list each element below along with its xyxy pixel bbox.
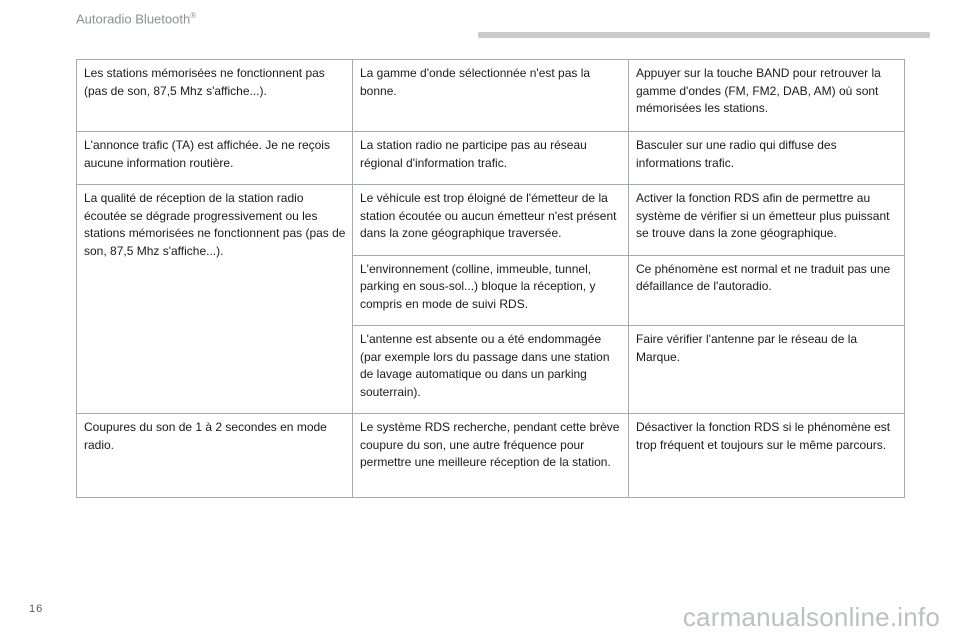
watermark-text: carmanualsonline.info bbox=[682, 602, 940, 632]
solution-cell: Activer la fonction RDS afin de permettre au système de vérifier si un émetteur plus puissant se trouve dans la zone géographique. bbox=[629, 185, 905, 256]
problem-cell: Les stations mémorisées ne fonctionnent pas (pas de son, 87,5 Mhz s'affiche...). bbox=[77, 60, 353, 132]
header-title-text: Autoradio Bluetooth bbox=[76, 11, 191, 27]
problem-cell: La qualité de réception de la station radio écoutée se dégrade progressivement ou les stations mémorisées ne fonctionnent pas (pas de son, 87,5 Mhz s'affiche...). bbox=[77, 185, 353, 414]
table-row bbox=[77, 60, 905, 132]
table-row bbox=[77, 185, 905, 256]
solution-cell: Faire vérifier l'antenne par le réseau de la Marque. bbox=[629, 326, 905, 414]
solution-cell: Appuyer sur la touche BAND pour retrouver la gamme d'ondes (FM, FM2, DAB, AM) où sont mémorisées les stations. bbox=[629, 60, 905, 132]
problem-cell: Coupures du son de 1 à 2 secondes en mode radio. bbox=[77, 414, 353, 498]
solution-cell: Désactiver la fonction RDS si le phénomène est trop fréquent et toujours sur le même parcours. bbox=[629, 414, 905, 498]
page-header-title bbox=[76, 11, 196, 26]
cause-cell: La station radio ne participe pas au réseau régional d'information trafic. bbox=[353, 132, 629, 185]
cause-cell: L'environnement (colline, immeuble, tunnel, parking en sous-sol...) bloque la réception, y compris en mode de suivi RDS. bbox=[353, 255, 629, 326]
troubleshooting-table bbox=[76, 59, 905, 498]
cause-cell: La gamme d'onde sélectionnée n'est pas la bonne. bbox=[353, 60, 629, 132]
cause-cell: L'antenne est absente ou a été endommagée (par exemple lors du passage dans une station de lavage automatique ou dans un parking souterrain). bbox=[353, 326, 629, 414]
solution-cell: Basculer sur une radio qui diffuse des informations trafic. bbox=[629, 132, 905, 185]
page-number: 16 bbox=[29, 603, 44, 615]
cause-cell: Le véhicule est trop éloigné de l'émetteur de la station écoutée ou aucun émetteur n'est présent dans la zone géographique traversée. bbox=[353, 185, 629, 256]
table-row bbox=[77, 132, 905, 185]
cause-cell: Le système RDS recherche, pendant cette brève coupure du son, une autre fréquence pour permettre une meilleure réception de la station. bbox=[353, 414, 629, 498]
registered-mark: ® bbox=[190, 11, 197, 20]
problem-cell: L'annonce trafic (TA) est affichée. Je ne reçois aucune information routière. bbox=[77, 132, 353, 185]
header-divider-bar bbox=[478, 32, 930, 38]
table-row bbox=[77, 414, 905, 498]
solution-cell: Ce phénomène est normal et ne traduit pas une défaillance de l'autoradio. bbox=[629, 255, 905, 326]
